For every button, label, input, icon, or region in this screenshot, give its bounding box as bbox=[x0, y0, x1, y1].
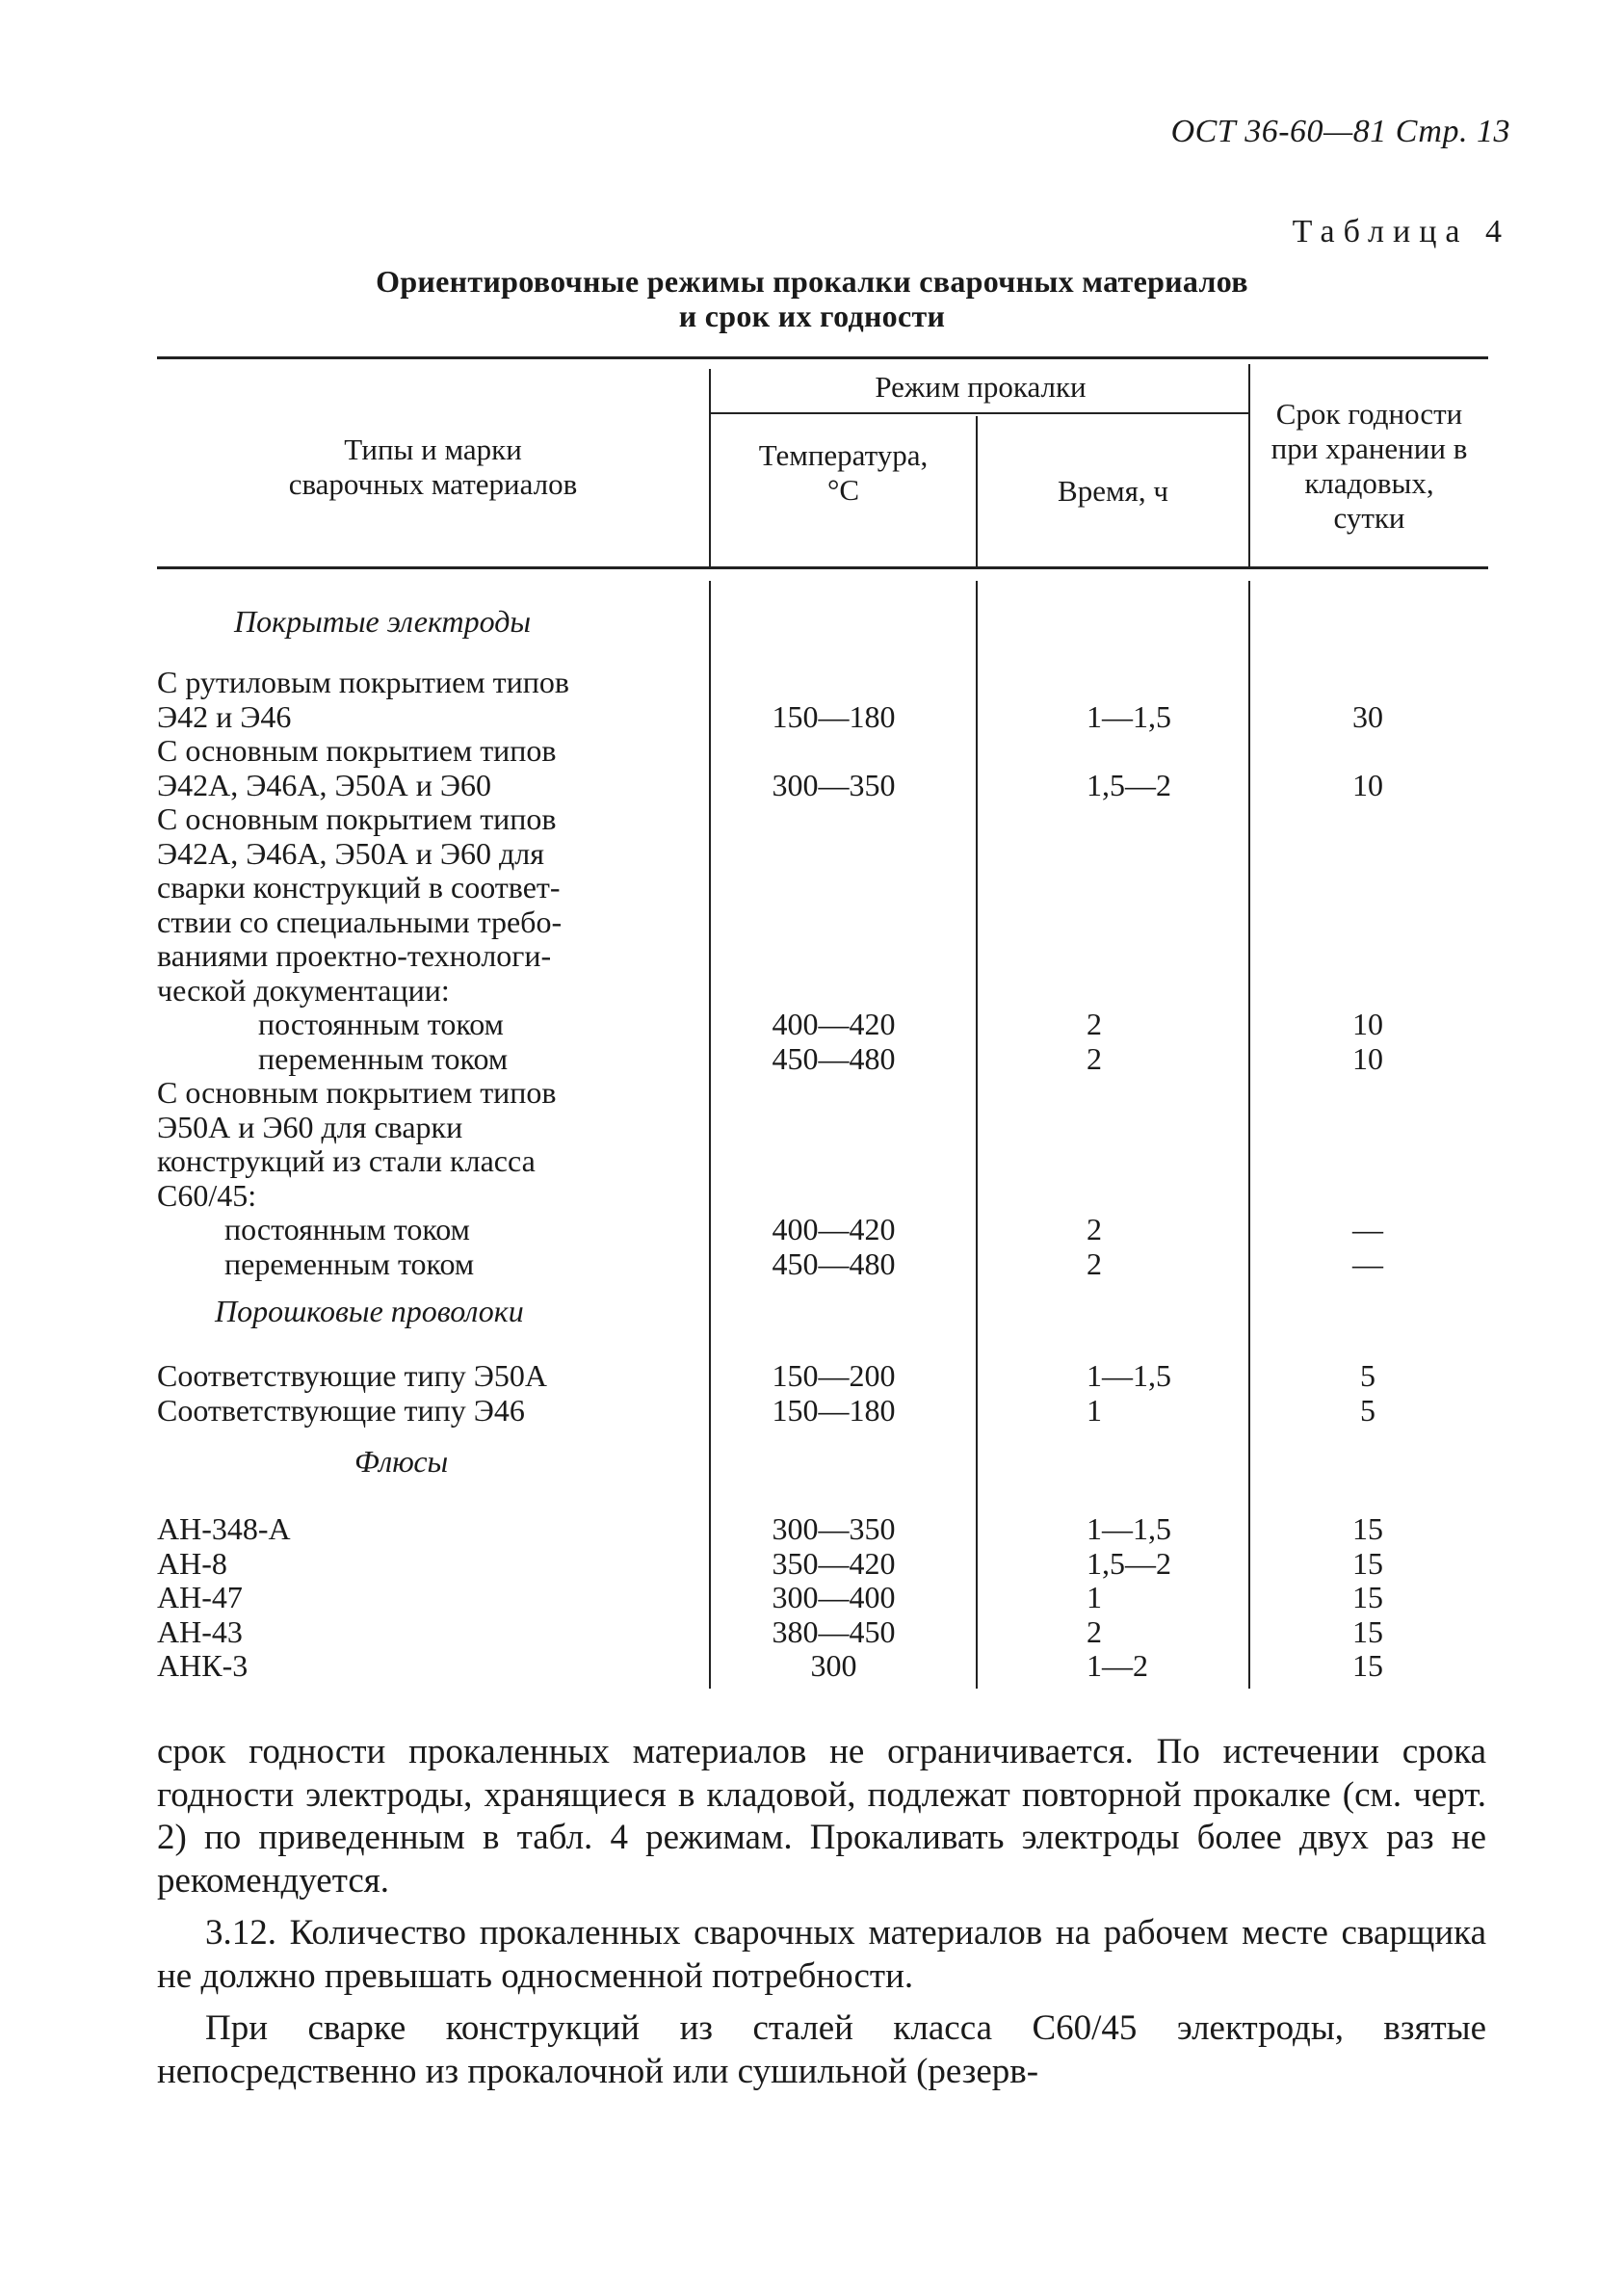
row-name: АНК-3 bbox=[157, 1648, 249, 1683]
group-header-rule bbox=[711, 412, 1250, 414]
row-shelf-life: 15 bbox=[1352, 1613, 1383, 1649]
row-time: 1 bbox=[1087, 1392, 1102, 1428]
row-temperature: 400—420 bbox=[772, 1212, 896, 1246]
page-header: ОСТ 36-60—81 Стр. 13 bbox=[1170, 114, 1510, 149]
row-shelf-life: 10 bbox=[1352, 1040, 1383, 1076]
row-name: переменным током bbox=[258, 1040, 509, 1076]
header-shelf-life-line-3: кладовых, bbox=[1304, 465, 1434, 500]
row-time: 1—2 bbox=[1087, 1648, 1148, 1683]
table-row bbox=[0, 905, 1624, 940]
table-row bbox=[0, 769, 1624, 803]
row-temperature: 300 bbox=[810, 1648, 857, 1683]
header-time: Время, ч bbox=[1058, 474, 1168, 508]
row-name: АН-348-А bbox=[157, 1511, 291, 1546]
table-row bbox=[0, 1615, 1624, 1650]
header-types bbox=[157, 433, 709, 502]
paragraph-shelf-life: срок годности прокаленных материалов не ограничивается. По истечении срока годности электроды, хранящиеся в кладовой, подлежат повторной прокалке (см. черт. 2) по приведенным в табл. 4 режимам. Прокаливать электроды более двух раз не рекомендуется. bbox=[157, 1732, 1486, 1901]
table-title-line-1: Ориентировочные режимы прокалки сварочных материалов bbox=[376, 264, 1248, 299]
section-row bbox=[0, 1428, 1624, 1495]
row-name: С60/45: bbox=[157, 1177, 257, 1213]
section-label-wires: Порошковые проволоки bbox=[215, 1294, 524, 1328]
table-row bbox=[0, 666, 1624, 700]
row-time: 1 bbox=[1087, 1580, 1102, 1614]
row-temperature: 400—420 bbox=[772, 1007, 896, 1041]
table-body bbox=[0, 595, 1624, 1684]
row-temperature: 450—480 bbox=[772, 1245, 896, 1281]
table-row bbox=[0, 1042, 1624, 1077]
table-row bbox=[0, 1649, 1624, 1684]
row-name: сварки конструкций в соответ- bbox=[157, 870, 561, 905]
row-name: С основным покрытием типов bbox=[157, 801, 557, 836]
section-row bbox=[0, 1281, 1624, 1342]
table-row bbox=[0, 1008, 1624, 1042]
row-name: С основным покрытием типов bbox=[157, 1075, 557, 1110]
row-shelf-life: 30 bbox=[1352, 698, 1383, 734]
header-temperature-line-2: °С bbox=[826, 472, 860, 507]
row-name: С рутиловым покрытием типов bbox=[157, 665, 569, 699]
row-shelf-life: — bbox=[1352, 1212, 1383, 1246]
row-time: 1—1,5 bbox=[1087, 698, 1171, 734]
header-temperature bbox=[711, 438, 976, 508]
table-row bbox=[0, 1359, 1624, 1394]
table-row bbox=[0, 1213, 1624, 1247]
header-shelf-life bbox=[1250, 397, 1488, 536]
row-shelf-life: 15 bbox=[1352, 1511, 1383, 1546]
row-name: Соответствующие типу Э50А bbox=[157, 1358, 547, 1393]
header-types-line-1: Типы и марки bbox=[344, 433, 522, 466]
table-row bbox=[0, 700, 1624, 735]
row-time: 1,5—2 bbox=[1087, 1545, 1171, 1581]
row-name: постоянным током bbox=[224, 1212, 470, 1246]
table-row bbox=[0, 939, 1624, 974]
header-shelf-life-line-4: сутки bbox=[1333, 500, 1405, 535]
table-row bbox=[0, 837, 1624, 872]
row-shelf-life: 5 bbox=[1360, 1358, 1375, 1393]
row-temperature: 150—180 bbox=[772, 698, 896, 734]
row-name: АН-47 bbox=[157, 1580, 243, 1614]
row-name: ваниями проектно-технологи- bbox=[157, 938, 552, 973]
header-group-mode: Режим прокалки bbox=[875, 370, 1087, 404]
table-row bbox=[0, 734, 1624, 769]
row-temperature: 300—350 bbox=[772, 767, 896, 802]
row-temperature: 150—200 bbox=[772, 1358, 896, 1393]
row-time: 2 bbox=[1087, 1007, 1102, 1041]
row-shelf-life: 15 bbox=[1352, 1545, 1383, 1581]
row-name: Э42А, Э46А, Э50А и Э60 bbox=[157, 767, 491, 802]
row-name: конструкций из стали класса bbox=[157, 1143, 536, 1178]
row-shelf-life: 5 bbox=[1360, 1392, 1375, 1428]
table-title bbox=[0, 265, 1624, 334]
section-row bbox=[0, 595, 1624, 648]
row-temperature: 350—420 bbox=[772, 1545, 896, 1581]
row-name: переменным током bbox=[224, 1245, 475, 1281]
row-time: 2 bbox=[1087, 1245, 1102, 1281]
section-label-fluxes: Флюсы bbox=[354, 1444, 449, 1479]
row-time: 1—1,5 bbox=[1087, 1358, 1171, 1393]
table-row bbox=[0, 871, 1624, 905]
row-shelf-life: 10 bbox=[1352, 767, 1383, 802]
table-row bbox=[0, 1547, 1624, 1582]
row-name: Э50А и Э60 для сварки bbox=[157, 1109, 463, 1144]
row-name: АН-8 bbox=[157, 1545, 227, 1581]
row-name: ствии со специальными требо- bbox=[157, 904, 563, 939]
table-number: Таблица 4 bbox=[1292, 214, 1510, 249]
row-name: постоянным током bbox=[258, 1007, 504, 1041]
table-top-rule bbox=[157, 356, 1488, 359]
row-shelf-life: 15 bbox=[1352, 1580, 1383, 1614]
row-shelf-life: 15 bbox=[1352, 1648, 1383, 1683]
header-shelf-life-line-1: Срок годности bbox=[1275, 397, 1463, 431]
row-time: 2 bbox=[1087, 1212, 1102, 1246]
table-row bbox=[0, 1144, 1624, 1179]
table-row bbox=[0, 1581, 1624, 1615]
table-title-line-2: и срок их годности bbox=[678, 298, 946, 333]
row-name: Э42А, Э46А, Э50А и Э60 для bbox=[157, 835, 544, 871]
row-temperature: 300—350 bbox=[772, 1511, 896, 1546]
table-row bbox=[0, 802, 1624, 837]
row-name: ческой документации: bbox=[157, 972, 450, 1008]
table-row bbox=[0, 1179, 1624, 1214]
paragraph-3-12: 3.12. Количество прокаленных сварочных материалов на рабочем месте сварщика не должно превышать односменной потребности. bbox=[157, 1913, 1486, 1996]
row-shelf-life: 10 bbox=[1352, 1007, 1383, 1041]
row-time: 2 bbox=[1087, 1040, 1102, 1076]
header-bottom-rule bbox=[157, 566, 1488, 569]
row-name: С основным покрытием типов bbox=[157, 733, 557, 768]
row-time: 1,5—2 bbox=[1087, 767, 1171, 802]
row-name: Э42 и Э46 bbox=[157, 698, 292, 734]
header-shelf-life-line-2: при хранении в bbox=[1270, 431, 1468, 465]
paragraph-c60-45: При сварке конструкций из сталей класса С60/45 электроды, взятые непосредственно из прокалочной или сушильной (резерв- bbox=[157, 2008, 1486, 2091]
table-row bbox=[0, 1076, 1624, 1111]
header-temperature-line-1: Температура, bbox=[758, 438, 929, 472]
row-time: 1—1,5 bbox=[1087, 1511, 1171, 1546]
table-row bbox=[0, 974, 1624, 1009]
table-row bbox=[0, 1394, 1624, 1429]
body-text bbox=[157, 1731, 1486, 2093]
row-temperature: 450—480 bbox=[772, 1040, 896, 1076]
section-label-electrodes: Покрытые электроды bbox=[234, 604, 532, 639]
row-name: АН-43 bbox=[157, 1613, 243, 1649]
table-row bbox=[0, 1111, 1624, 1145]
row-time: 2 bbox=[1087, 1613, 1102, 1649]
table-row bbox=[0, 1247, 1624, 1282]
row-temperature: 150—180 bbox=[772, 1392, 896, 1428]
table-row bbox=[0, 1512, 1624, 1547]
header-types-line-2: сварочных материалов bbox=[288, 466, 578, 501]
row-temperature: 300—400 bbox=[772, 1580, 896, 1614]
row-temperature: 380—450 bbox=[772, 1613, 896, 1649]
row-shelf-life: — bbox=[1352, 1245, 1383, 1281]
row-name: Соответствующие типу Э46 bbox=[157, 1392, 525, 1428]
